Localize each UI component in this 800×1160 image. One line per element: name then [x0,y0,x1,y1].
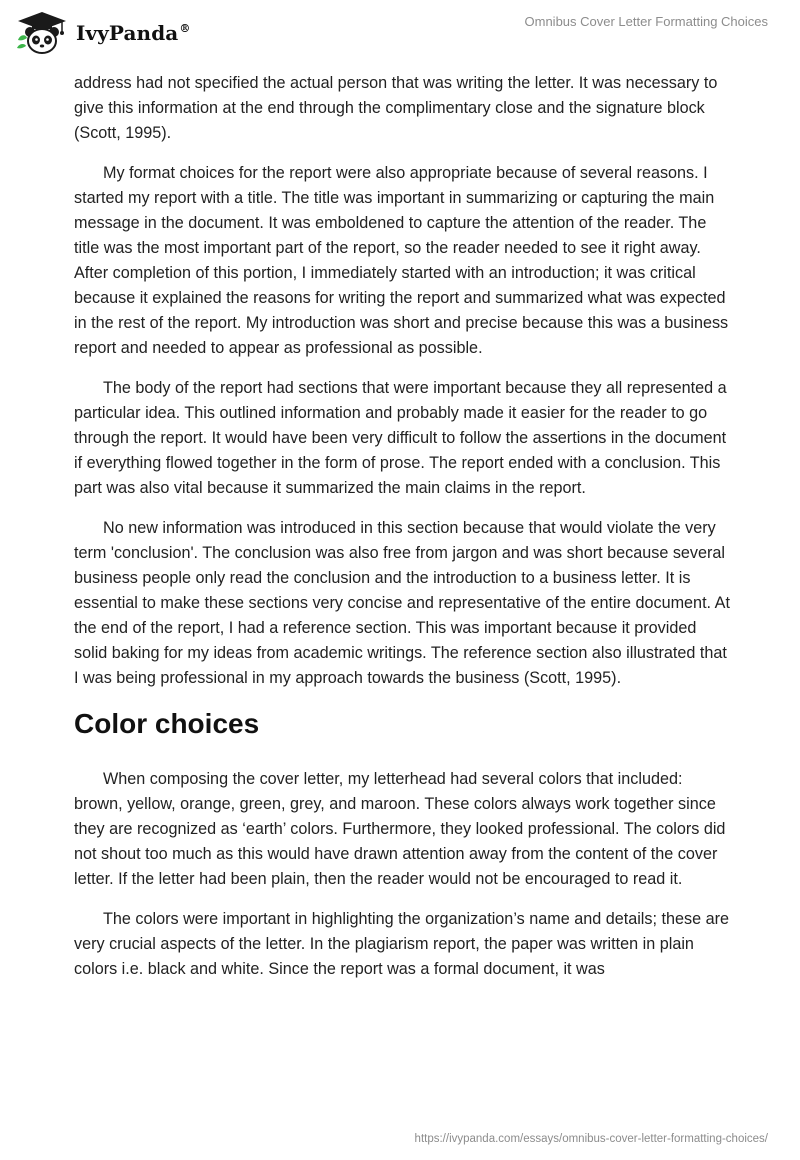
paragraph: My format choices for the report were also appropriate because of several reasons. I started my report with a title. The title was important in summarizing or capturing the main message in the document. It was emboldened to capture the attention of the reader. The title was the most important part of the report, so the reader needed to see it right away. After completion of this portion, I immediately started with an introduction; it was critical because it explained the reasons for writing the report and summarized what was expected in the rest of the report. My introduction was short and precise because this was a business report and needed to appear as professional as possible. [74,164,729,357]
document-title: Omnibus Cover Letter Formatting Choices [524,14,768,29]
paragraph: No new information was introduced in this section because that would violate the very term 'conclusion'. The conclusion was also free from jargon and was short because several business people only read the conclusion and the introduction to a business letter. It is essential to make these sections very concise and representative of the entire document. At the end of the report, I had a reference section. This was important because it provided solid baking for my ideas from academic writings. The reference section also illustrated that I was being professional in my approach towards the business (Scott, 1995). [74,519,730,687]
source-url[interactable]: https://ivypanda.com/essays/omnibus-cover-letter-formatting-choices/ [414,1133,768,1145]
paragraph: When composing the cover letter, my letterhead had several colors that included: brown, yellow, orange, green, grey, and maroon. These colors always work together since they are recognized as ‘earth’ colors. Furthermore, they looked professional. The colors did not shout too much as this would have drawn attention away from the content of the cover letter. If the letter had been plain, then the reader would not be encouraged to read it. [74,770,726,888]
brand-name: IvyPanda® [76,21,191,45]
paragraph: address had not specified the actual person that was writing the letter. It was necessary to give this information at the end through the complimentary close and the signature block (Scott, 1995). [74,74,718,142]
section-heading: Color choices [74,708,260,739]
registered-mark: ® [179,22,191,36]
page-header [0,0,800,70]
paragraph: The body of the report had sections that were important because they all represented a particular idea. This outlined information and probably made it easier for the reader to go through the report. It would have been very difficult to follow the assertions in the document if everything flowed together in the form of prose. The report ended with a conclusion. This part was also vital because it summarized the main claims in the report. [74,379,727,497]
panda-graduate-icon [14,10,70,56]
ivypanda-logo[interactable] [14,10,190,56]
paragraph: The colors were important in highlighting the organization’s name and details; these are very crucial aspects of the letter. In the plagiarism report, the paper was written in plain colors i.e. black and white. Since the report was a formal document, it was [74,910,729,978]
essay-content [74,71,734,997]
